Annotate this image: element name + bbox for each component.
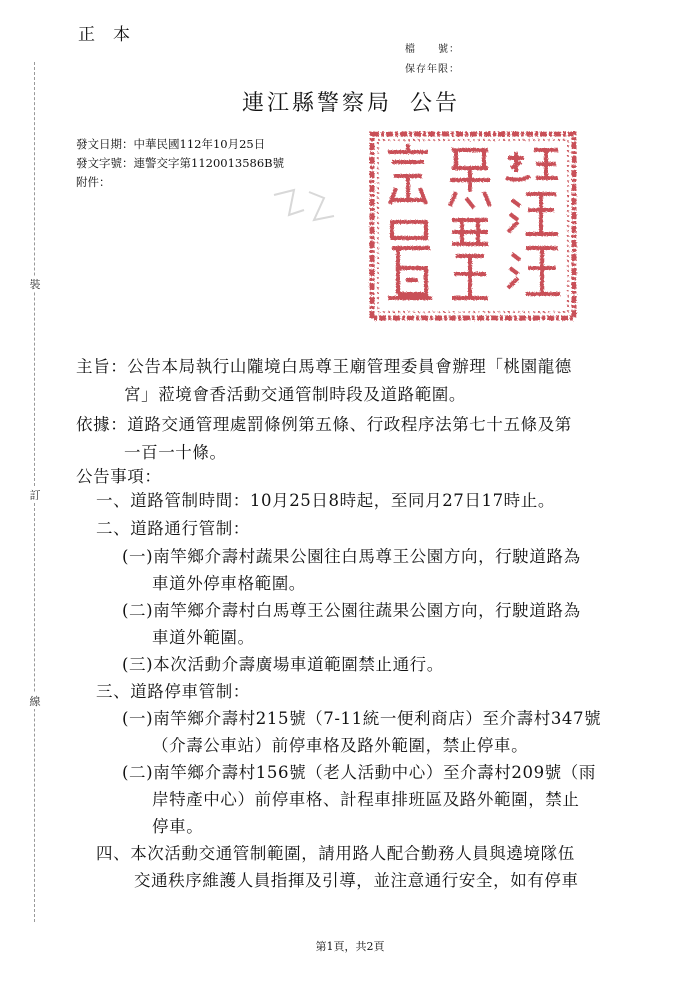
retention-period-label: 保存年限：: [405, 64, 460, 75]
item-three-sub1-line1: (一)南竿鄉介壽村215號（7-11統一便利商店）至介壽村347號: [122, 709, 602, 728]
item-two-sub3: (三)本次活動介壽廣場車道範圍禁止通行。: [122, 655, 444, 674]
document-number: 發文字號：連警交字第1120013586B號: [76, 156, 285, 170]
binding-mark-xian: 線: [29, 695, 41, 708]
item-four-line2: 交通秩序維護人員指揮及引導，並注意通行安全，如有停車: [134, 871, 579, 890]
official-seal: [366, 128, 580, 324]
item-two-sub1-line1: (一)南竿鄉介壽村蔬果公園往白馬尊王公園方向，行駛道路為: [122, 547, 581, 566]
subject-line-1: 主旨：公告本局執行山隴境白馬尊王廟管理委員會辦理「桃園龍德: [76, 357, 572, 376]
item-three: 三、道路停車管制：: [96, 682, 250, 701]
file-number-label: 檔 號：: [405, 44, 460, 55]
page-number: 第1頁，共2頁: [315, 940, 385, 953]
item-two-sub2-line1: (二)南竿鄉介壽村白馬尊王公園往蔬果公園方向，行駛道路為: [122, 601, 581, 620]
subject-line-2: 宮」蒞境會香活動交通管制時段及道路範圍。: [124, 385, 466, 404]
binding-mark-zhuang: 裝: [29, 278, 41, 291]
seal-text: 連江縣警察局: [473, 322, 479, 323]
item-one: 一、道路管制時間：10月25日8時起，至同月27日17時止。: [96, 491, 555, 510]
item-three-sub1-line2: （介壽公車站）前停車格及路外範圍，禁止停車。: [152, 736, 529, 755]
copy-mark: 正本: [78, 25, 148, 45]
item-three-sub2-line3: 停車。: [152, 817, 204, 836]
basis-line-2: 一百一十條。: [124, 443, 227, 462]
document-type: 公告: [410, 91, 461, 116]
agency-name: 連江縣警察局: [242, 91, 393, 116]
issue-date: 發文日期：中華民國112年10月25日: [76, 137, 266, 151]
item-two-sub2-line2: 車道外範圍。: [152, 628, 255, 647]
item-two: 二、道路通行管制：: [96, 519, 250, 538]
item-four-line1: 四、本次活動交通管制範圍，請用路人配合勤務人員與遶境隊伍: [96, 844, 575, 863]
faint-stamp-ghost: [264, 180, 344, 230]
basis-line-1: 依據：道路交通管理處罰條例第五條、行政程序法第七十五條及第: [76, 415, 572, 434]
items-heading: 公告事項：: [76, 467, 162, 486]
item-two-sub1-line2: 車道外停車格範圍。: [152, 574, 306, 593]
binding-mark-ding: 訂: [29, 489, 41, 502]
attachment-label: 附件：: [76, 175, 111, 189]
item-three-sub2-line1: (二)南竿鄉介壽村156號（老人活動中心）至介壽村209號（雨: [122, 763, 596, 782]
document-title: [242, 86, 460, 117]
item-three-sub2-line2: 岸特產中心）前停車格、計程車排班區及路外範圍，禁止: [152, 790, 580, 809]
